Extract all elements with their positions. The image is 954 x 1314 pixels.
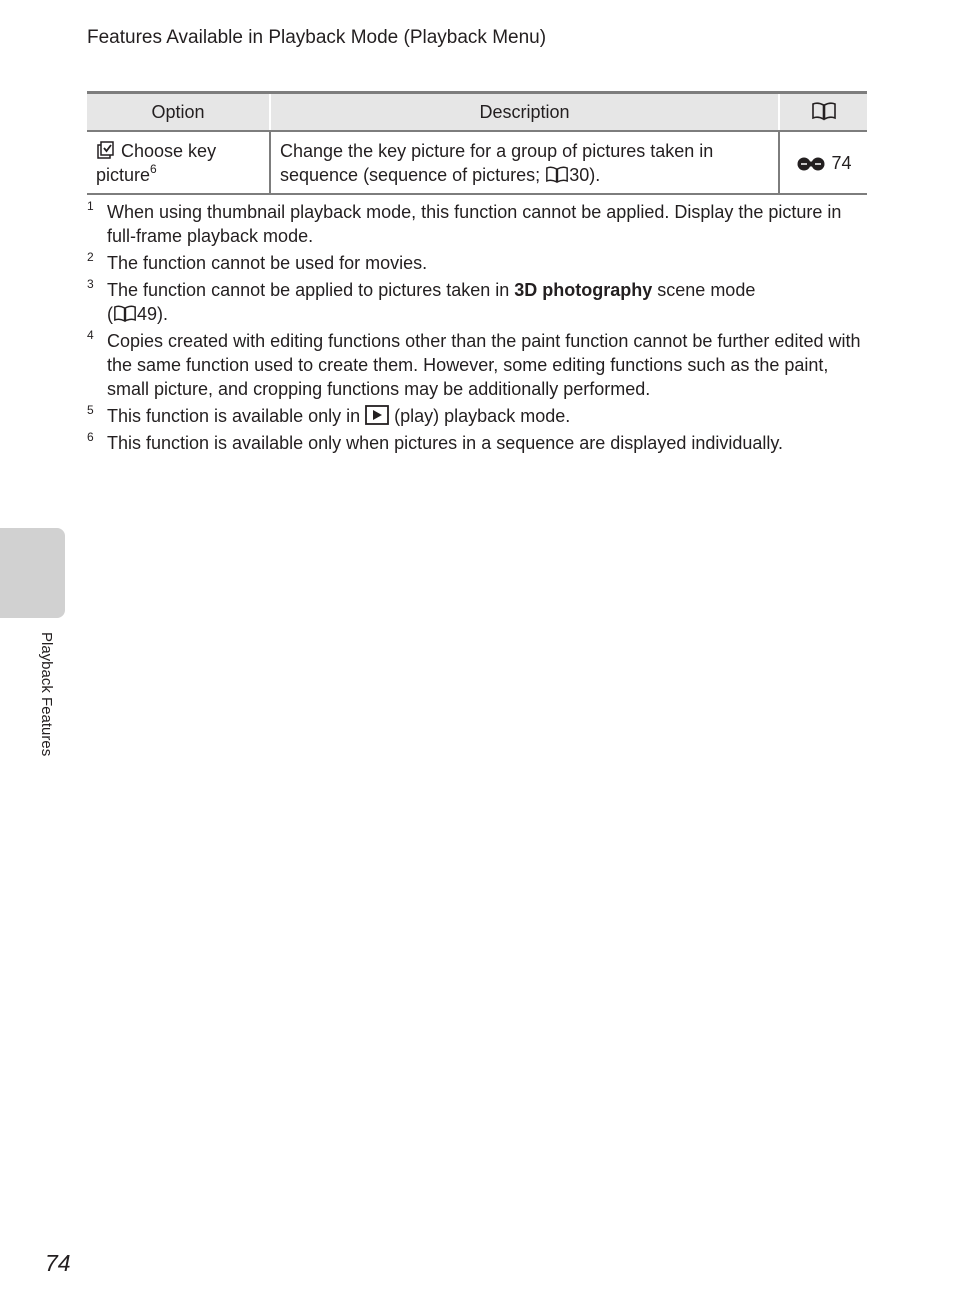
page-header-title: Features Available in Playback Mode (Playback Menu) — [87, 27, 547, 48]
footnote-ref-page: 49 — [137, 304, 158, 324]
footnote-number: 4 — [87, 328, 94, 342]
footnote-text-part: (play) playback mode. — [389, 406, 571, 426]
description-text: Change the key picture for a group of pictures taken in sequence (sequence of pictures; — [280, 141, 714, 185]
footnote-number: 3 — [87, 277, 94, 291]
column-header-option: Option — [87, 93, 270, 132]
footnote-text: When using thumbnail playback mode, this function cannot be applied. Display the picture in full-frame playback mode. — [107, 202, 842, 246]
footnotes — [87, 200, 867, 458]
footnote — [87, 251, 867, 275]
option-label: Choose key picture — [96, 141, 217, 185]
page-number: 74 — [45, 1250, 71, 1276]
table-row — [87, 131, 867, 194]
footnote-number: 5 — [87, 403, 94, 417]
footnote-text: Copies created with editing functions other than the paint function cannot be further edited with the same function used to create them. However, some editing functions such as the paint, small picture, and cropping functions may be additionally performed. — [107, 331, 861, 399]
footnote-text-part: scene mode — [652, 280, 756, 300]
column-header-reference — [779, 93, 867, 132]
option-cell — [87, 131, 270, 194]
playback-menu-table — [87, 91, 867, 195]
description-text-end: ). — [589, 165, 601, 185]
footnote-text — [107, 280, 755, 324]
footnote-number: 6 — [87, 430, 94, 444]
book-icon — [545, 165, 569, 184]
footnote-text-part: ). — [157, 304, 169, 324]
play-icon — [365, 405, 389, 425]
book-icon — [811, 101, 837, 121]
side-section-label: Playback Features — [38, 632, 55, 757]
footnote-ref: 6 — [150, 162, 157, 176]
footnote-text-part: The function cannot be applied to pictures taken in — [107, 280, 515, 300]
description-ref-page: 30 — [569, 165, 590, 185]
footnote-text-part: ( — [107, 304, 113, 324]
footnote — [87, 200, 867, 248]
footnote-number: 1 — [87, 199, 94, 213]
column-header-description: Description — [270, 93, 779, 132]
footnote — [87, 431, 867, 455]
book-icon — [113, 304, 137, 323]
reference-cell — [779, 131, 867, 194]
footnote-number: 2 — [87, 250, 94, 264]
description-cell — [270, 131, 779, 194]
scene-mode-name: 3D photography — [514, 280, 653, 300]
reference-page: 74 — [831, 153, 852, 173]
reference-section-icon — [796, 156, 826, 172]
footnote-text: This function is available only when pictures in a sequence are displayed individually. — [107, 433, 784, 453]
footnote — [87, 329, 867, 401]
footnote-text — [107, 406, 570, 426]
footnote — [87, 404, 867, 428]
choose-key-picture-icon — [96, 140, 116, 160]
side-section-tab — [0, 528, 65, 618]
table-header-row — [87, 93, 867, 132]
footnote-text: The function cannot be used for movies. — [107, 253, 428, 273]
footnote-text-part: This function is available only in — [107, 406, 366, 426]
footnote — [87, 278, 867, 326]
